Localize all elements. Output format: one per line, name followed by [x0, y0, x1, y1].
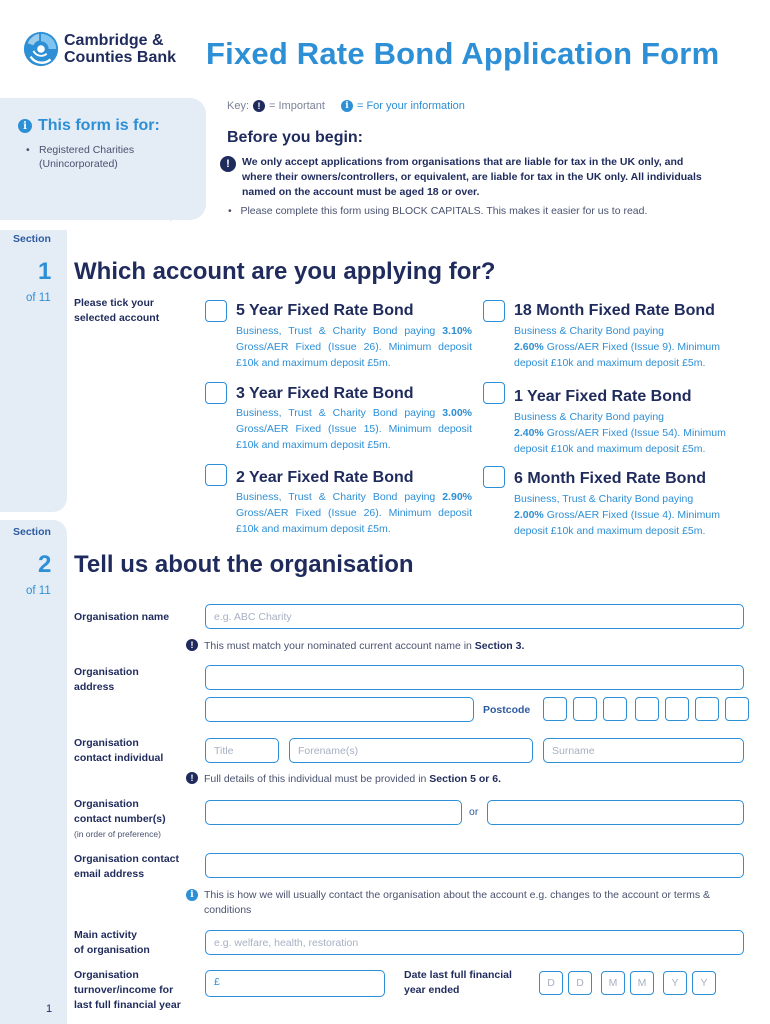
turnover-label: Organisation turnover/income for last full financial year: [74, 969, 181, 1011]
org-name-input[interactable]: e.g. ABC Charity: [205, 604, 744, 629]
turnover-input[interactable]: £: [205, 970, 385, 997]
section2-title: Tell us about the organisation: [74, 551, 414, 578]
postcode-char-input[interactable]: [635, 697, 659, 721]
info-bubble-tail: [170, 198, 194, 222]
main-activity-label: Main activity of organisation: [74, 929, 150, 956]
checkbox-18-month-bond[interactable]: [483, 300, 505, 322]
main-activity-input[interactable]: e.g. welfare, health, restoration: [205, 930, 744, 955]
info-bubble-title: i This form is for:: [18, 117, 160, 135]
option-description: Business, Trust & Charity Bond paying 3.10% Gross/AER Fixed (Issue 26). Minimum deposit £10k and maximum deposit £5m.: [236, 325, 472, 369]
section1-label: Section: [13, 233, 51, 245]
contact-number-label: Organisation contact number(s) (in order of preference): [74, 798, 166, 839]
option-title: 6 Month Fixed Rate Bond: [514, 470, 706, 487]
contact-number-2-input[interactable]: [487, 800, 744, 825]
bank-logo-text: Cambridge & Counties Bank: [64, 32, 177, 66]
option-title: 5 Year Fixed Rate Bond: [236, 302, 414, 319]
postcode-char-input[interactable]: [543, 697, 567, 721]
address-line2-input[interactable]: [205, 697, 474, 722]
date-label: Date last full financial year ended: [404, 969, 512, 996]
date-boxes: [539, 971, 716, 995]
address-label: Organisation address: [74, 666, 139, 693]
option-title: 18 Month Fixed Rate Bond: [514, 302, 715, 319]
date-month-input[interactable]: M: [630, 971, 654, 995]
email-input[interactable]: [205, 853, 744, 878]
before-you-begin-warning: We only accept applications from organisations that are liable for tax in the UK only, and where their owners/controllers, or equivalent, are liable for tax in the UK only. All individuals named on the account must be aged 18 or over.: [242, 156, 702, 198]
or-text: or: [469, 806, 479, 818]
section1-instruction: Please tick your selected account: [74, 297, 160, 324]
key-legend: Key: ! = Important i = For your information: [227, 100, 465, 112]
address-line1-input[interactable]: [205, 665, 744, 690]
option-description: Business, Trust & Charity Bond paying 2.90% Gross/AER Fixed (Issue 26). Minimum deposit £10k and maximum deposit £5m.: [236, 491, 472, 535]
postcode-char-input[interactable]: [573, 697, 597, 721]
postcode-label: Postcode: [483, 704, 531, 716]
date-year-input[interactable]: Y: [692, 971, 716, 995]
important-icon: !: [220, 156, 236, 172]
title-input[interactable]: Title: [205, 738, 279, 763]
surname-input[interactable]: Surname: [543, 738, 744, 763]
date-month-input[interactable]: M: [601, 971, 625, 995]
info-bubble-list: [24, 143, 184, 171]
contact-individual-label: Organisation contact individual: [74, 737, 164, 764]
org-name-label: Organisation name: [74, 611, 170, 623]
option-title: 1 Year Fixed Rate Bond: [514, 388, 692, 405]
checkbox-6-month-bond[interactable]: [483, 466, 505, 488]
checkbox-1-year-bond[interactable]: [483, 382, 505, 404]
section2-number: 2: [38, 551, 52, 578]
postcode-char-input[interactable]: [695, 697, 719, 721]
section2-label: Section: [13, 526, 51, 538]
postcode-char-input[interactable]: [603, 697, 627, 721]
important-icon: !: [186, 772, 198, 784]
contact-individual-note: ! Full details of this individual must be provided in Section 5 or 6.: [186, 772, 501, 787]
forename-input[interactable]: Forename(s): [289, 738, 533, 763]
date-year-input[interactable]: Y: [663, 971, 687, 995]
page-number: 1: [46, 1003, 53, 1015]
section1-of: of 11: [26, 292, 51, 304]
postcode-boxes: [543, 697, 749, 721]
postcode-char-input[interactable]: [665, 697, 689, 721]
option-description: Business & Charity Bond paying 2.40% Gross/AER Fixed (Issue 54). Minimum deposit £10k and maximum deposit £5m.: [514, 411, 726, 455]
before-you-begin-bullet: • Please complete this form using BLOCK CAPITALS. This makes it easier for us to read.: [228, 205, 648, 217]
email-note: i This is how we will usually contact the organisation about the account e.g. changes to the account or terms & conditions: [186, 888, 746, 918]
option-title: 3 Year Fixed Rate Bond: [236, 385, 414, 402]
option-description: Business, Trust & Charity Bond paying 2.00% Gross/AER Fixed (Issue 4). Minimum deposit £10k and maximum deposit £5m.: [514, 493, 720, 537]
option-description: Business, Trust & Charity Bond paying 3.00% Gross/AER Fixed (Issue 15). Minimum deposit £10k and maximum deposit £5m.: [236, 407, 472, 451]
info-icon: i: [341, 100, 353, 112]
important-icon: !: [186, 639, 198, 651]
info-icon: i: [186, 889, 198, 901]
checkbox-3-year-bond[interactable]: [205, 382, 227, 404]
contact-number-1-input[interactable]: [205, 800, 462, 825]
before-you-begin-title: Before you begin:: [227, 129, 364, 146]
section1-sidebar: [0, 230, 67, 512]
section1-number: 1: [38, 258, 52, 285]
postcode-char-input[interactable]: [725, 697, 749, 721]
email-label: Organisation contact email address: [74, 853, 180, 880]
date-day-input[interactable]: D: [539, 971, 563, 995]
list-item: • Registered Charities (Unincorporated): [24, 143, 184, 171]
page-title: Fixed Rate Bond Application Form: [206, 36, 720, 71]
important-icon: !: [253, 100, 265, 112]
checkbox-5-year-bond[interactable]: [205, 300, 227, 322]
date-day-input[interactable]: D: [568, 971, 592, 995]
org-name-note: ! This must match your nominated current account name in Section 3.: [186, 639, 524, 654]
bank-logo-icon: [22, 30, 60, 68]
section2-of: of 11: [26, 585, 51, 597]
option-description: Business & Charity Bond paying 2.60% Gross/AER Fixed (Issue 9). Minimum deposit £10k and maximum deposit £5m.: [514, 325, 720, 369]
info-icon: i: [18, 119, 32, 133]
section1-title: Which account are you applying for?: [74, 258, 496, 285]
checkbox-2-year-bond[interactable]: [205, 464, 227, 486]
option-title: 2 Year Fixed Rate Bond: [236, 469, 414, 486]
